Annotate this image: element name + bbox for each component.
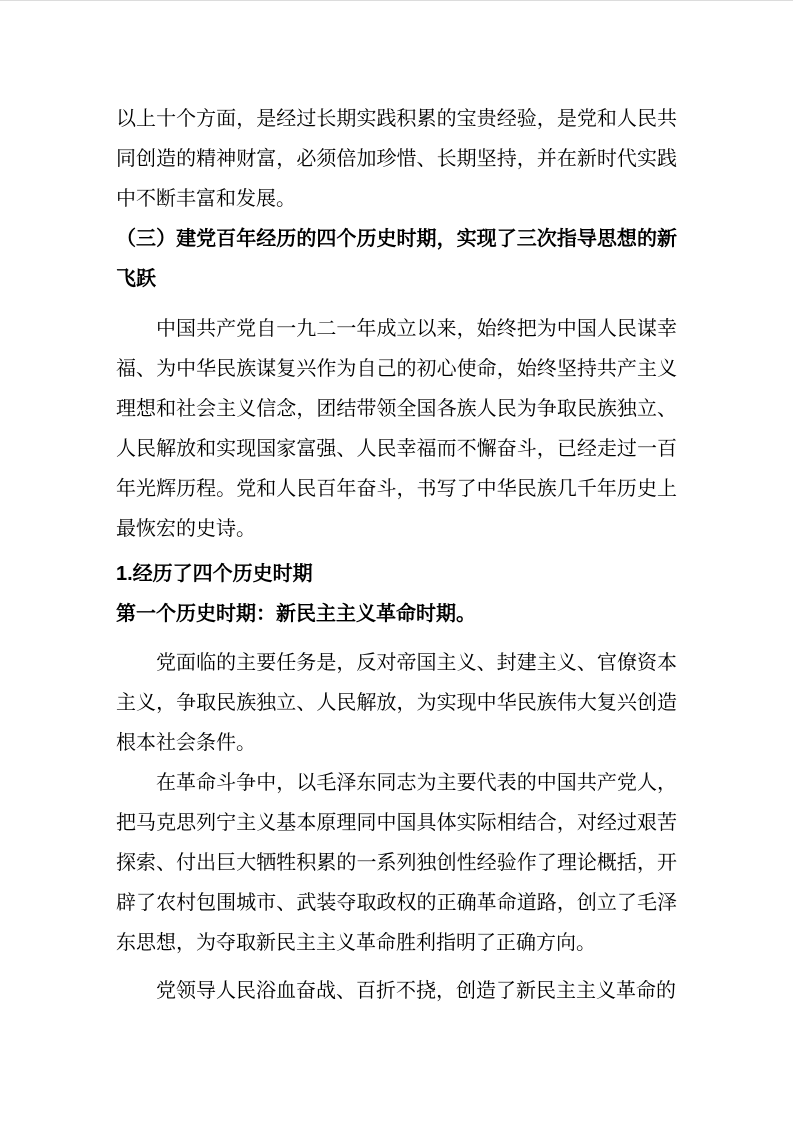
section-heading: （三）建党百年经历的四个历史时期，实现了三次指导思想的新飞跃	[116, 228, 677, 290]
numbered-subheading: 1.经历了四个历史时期	[116, 563, 313, 585]
paragraph: 在革命斗争中，以毛泽东同志为主要代表的中国共产党人，把马克思列宁主义基本原理同中国具体实际相结合，对经过艰苦探索、付出巨大牺牲积累的一系列独创性经验作了理论概括，开辟了农村包围城市、武装夺取政权的正确革命道路，创立了毛泽东思想，为夺取新民主主义革命胜利指明了正确方向。	[116, 772, 677, 954]
paragraph: 中国共产党自一九二一年成立以来，始终把为中国人民谋幸福、为中华民族谋复兴作为自己的初心使命，始终坚持共产主义理想和社会主义信念，团结带领全国各族人民为争取民族独立、人民解放和实现国家富强、人民幸福而不懈奋斗，已经走过一百年光辉历程。党和人民百年奋斗，书写了中华民族几千年历史上最恢宏的史诗。	[116, 318, 677, 540]
subheading-first-period: 第一个历史时期：新民主主义革命时期。	[116, 603, 476, 625]
paragraph-cutoff: 党领导人民浴血奋战、百折不挠，创造了新民主主义革命的	[156, 980, 676, 1002]
paragraph-continuation: 以上十个方面，是经过长期实践积累的宝贵经验，是党和人民共同创造的精神财富，必须倍加珍惜、长期坚持，并在新时代实践中不断丰富和发展。	[116, 108, 677, 210]
paragraph: 党面临的主要任务是，反对帝国主义、封建主义、官僚资本主义，争取民族独立、人民解放，为实现中华民族伟大复兴创造根本社会条件。	[116, 652, 677, 754]
